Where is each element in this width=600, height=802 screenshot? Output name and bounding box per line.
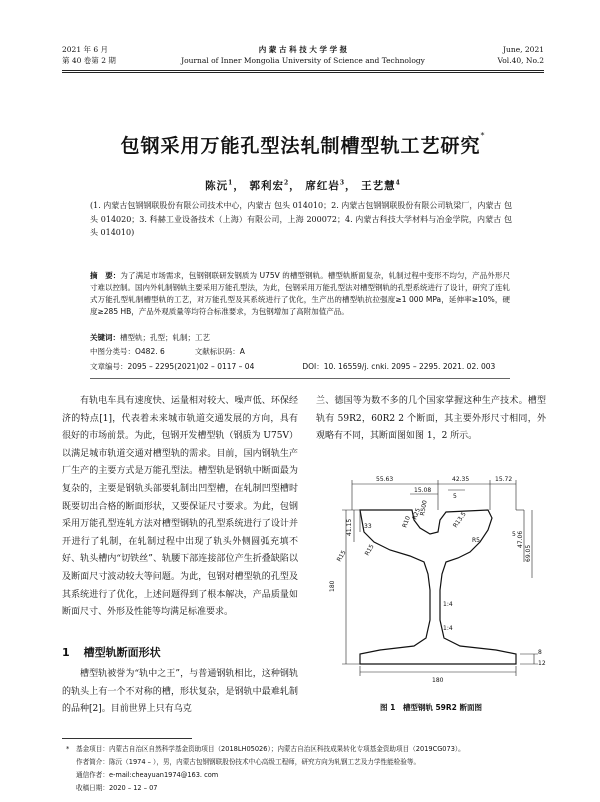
rail-outline xyxy=(360,510,516,664)
dim-15-08: 15.08 xyxy=(414,487,432,494)
footnote-email: 通信作者：e-mail:cheayuan1974@163. com xyxy=(76,771,219,779)
rail-drawing xyxy=(320,470,550,690)
title-text: 包钢采用万能孔型法轧制槽型轨工艺研究 xyxy=(120,135,481,157)
section-number: 1 xyxy=(62,646,70,659)
header-center xyxy=(62,44,544,66)
radius-r10: R10 xyxy=(401,515,412,529)
left-column xyxy=(62,393,298,622)
radius-r500: R500 xyxy=(419,499,429,517)
header-journal-en: Journal of Inner Mongolia University of Science and Technology xyxy=(181,56,425,65)
author-name: 郭利宏 xyxy=(249,180,284,192)
section-paragraph: 槽型轨被誉为“轨中之王”，与普通钢轨相比，这种钢轨的轨头上有一个不对称的槽，形状复杂，是钢轨中最难轧制的品种[2]。目前世界上只有乌克 xyxy=(62,669,298,715)
footnotes xyxy=(66,743,544,795)
footnote-received: 收稿日期：2020 – 12 – 07 xyxy=(76,784,158,792)
keywords xyxy=(90,332,510,344)
dim-top-b: 42.35 xyxy=(452,476,470,483)
paper-title xyxy=(62,131,544,158)
header-right xyxy=(498,44,544,66)
dim-69-05: 69.05 xyxy=(525,544,532,562)
dim-33: 33 xyxy=(364,523,372,530)
author-affil-mark: 3 xyxy=(339,179,346,187)
article-number: 文章编号：2095 – 2295(2021)02 – 0117 – 04 xyxy=(90,362,255,371)
author-affil-mark: 2 xyxy=(283,179,290,187)
footnote-author: 作者简介：陈沅（1974 – ），男，内蒙古包钢钢联股份技术中心高级工程师，研究方向为轧钢工艺及力学性能检验等。 xyxy=(76,758,421,766)
section-body xyxy=(62,666,298,719)
abstract-text: 为了满足市场需求，包钢钢联研发钢质为 U75V 的槽型钢轨。槽型轨断面复杂，轧制过程中变形不均匀，产品外形尺寸难以控制。国内外轧制钢轨主要采用万能孔型法，为此，包钢采用万能孔型法对槽型钢轨的孔型系统进行了设计，研究了连轧式万能孔型轧制槽型轨的工艺，对万能孔型及其系统进行了优化，生产出的槽型轨抗拉强度≥1 000 MPa，延伸率≥10%，硬度≥285 HB，产品外观质量等均符合标准要求，为包钢增加了高附加值产品。 xyxy=(90,271,510,316)
title-footnote-mark: * xyxy=(480,131,486,140)
slope-1-4-a: 1:4 xyxy=(443,601,453,608)
keywords-text: 槽型轨；孔型；轧制；工艺 xyxy=(120,333,210,342)
running-header xyxy=(62,44,544,70)
header-volume-en: Vol.40, No.2 xyxy=(497,56,544,65)
slope-1-4-b: 1:4 xyxy=(443,625,453,632)
header-date-en: June, 2021 xyxy=(503,45,544,54)
radius-r15-a: R15 xyxy=(363,543,376,557)
meta-divider xyxy=(90,378,510,379)
dim-base-width: 180 xyxy=(432,677,444,684)
abstract-label: 摘 要： xyxy=(90,271,121,280)
header-date: 2021 年 6 月 xyxy=(62,45,109,54)
dim-top-c: 15.72 xyxy=(495,476,513,483)
header-volume: 第 40 卷第 2 期 xyxy=(62,56,116,65)
figure-caption: 图 1 槽型钢轨 59R2 断面图 xyxy=(380,703,482,712)
classification-line xyxy=(90,346,275,357)
author-name: 席红岩 xyxy=(305,180,340,192)
radius-r13-5: R13.5 xyxy=(451,510,468,530)
footnote-star: * xyxy=(66,745,70,753)
intro-paragraph: 有轨电车具有速度快、运量相对较大、噪声低、环保经济的特点[1]，代表着未来城市轨道交通发展的方向，具有很好的市场前景。为此，包钢开发槽型轨（钢质为 U75V）以满足城市轨道交通对槽型轨的需求。目前，国内钢轨生产厂生产的主要方式是万能孔型法。槽型轨是钢轨中断面最为复杂的，主要是钢轨头部要轧制出凹型槽，在轧制凹型槽时既要切出合格的断面形状，又要保证尺寸要求。为此，包钢采用万能孔型连轧方法对槽型钢轨的孔型系统进行了设计并开进行了轧制，在轧制过程中出现了轨头外侧圆弧充填不好、轨头槽内“切铁丝”、轨腰下部连接部位产生折叠缺陷以及断面尺寸波动较大等问题。为此，包钢对槽型轨的孔型及其系统进行了优化，上述问题得到了根本解决，产品质量如断面尺寸、外形及性能等均满足标准要求。 xyxy=(62,396,298,618)
keywords-label: 关键词： xyxy=(90,333,120,342)
clc-number: 中图分类号：O482. 6 xyxy=(90,347,165,356)
dim-41-15: 41.15 xyxy=(346,518,353,536)
author-list: 陈沅$^1$， 郭利宏$^2$， 席红岩$^3$， 王艺慧$^4$ xyxy=(205,179,401,192)
radius-r15-b: R15 xyxy=(335,549,348,563)
header-rule-thin xyxy=(62,72,544,73)
header-rule xyxy=(62,70,544,71)
dim-height: 180 xyxy=(329,580,336,592)
author-name: 陈沅 xyxy=(205,180,229,192)
document-code: 文献标识码：A xyxy=(194,347,245,356)
radius-r5: R5 xyxy=(472,537,480,544)
section-title: 槽型轨断面形状 xyxy=(83,646,161,659)
footnote-rule xyxy=(62,738,192,739)
dim-8: 8 xyxy=(538,649,542,656)
dim-top-a: 55.63 xyxy=(376,476,394,483)
header-journal-cn: 内 蒙 古 科 技 大 学 学 报 xyxy=(258,45,348,54)
right-column xyxy=(316,393,546,446)
section-heading xyxy=(62,644,161,660)
article-id-line xyxy=(90,361,543,372)
dim-47-06: 47.06 xyxy=(517,530,524,548)
affiliations: (1. 内蒙古包钢钢联股份有限公司技术中心，内蒙古 包头 014010；2. 内蒙古包钢钢联股份有限公司轨梁厂，内蒙古 包头 014020；3. 科赫工业设备技术（上海）有限公司，上海 200072；4. 内蒙古科技大学材料与冶金学院，内蒙古 包头 014010) xyxy=(90,201,512,237)
figure-rail-profile xyxy=(320,470,550,690)
author-affil-mark: 1 xyxy=(228,179,234,187)
dim-5: 5 xyxy=(453,493,457,500)
right-paragraph: 兰、德国等为数不多的几个国家掌握这种生产技术。槽型轨有 59R2，60R2 2 个断面，其主要外形尺寸相同，外观略有不同，其断面图如图 1，2 所示。 xyxy=(316,396,546,442)
author-affil-mark: 4 xyxy=(395,179,401,187)
dim-5k: 5 xyxy=(512,531,516,538)
author-name: 王艺慧 xyxy=(361,180,396,192)
footnote-fund: 基金项目：内蒙古自治区自然科学基金资助项目（2018LH05026）；内蒙古自治区科技成果转化专项基金资助项目（2019CG073）。 xyxy=(76,745,465,753)
doi: DOI：10. 16559/j. cnki. 2095 – 2295. 2021. 02. 003 xyxy=(302,362,496,371)
abstract xyxy=(90,270,510,318)
dim-12: 12 xyxy=(538,660,546,667)
radius-r25: R25 xyxy=(411,507,422,521)
